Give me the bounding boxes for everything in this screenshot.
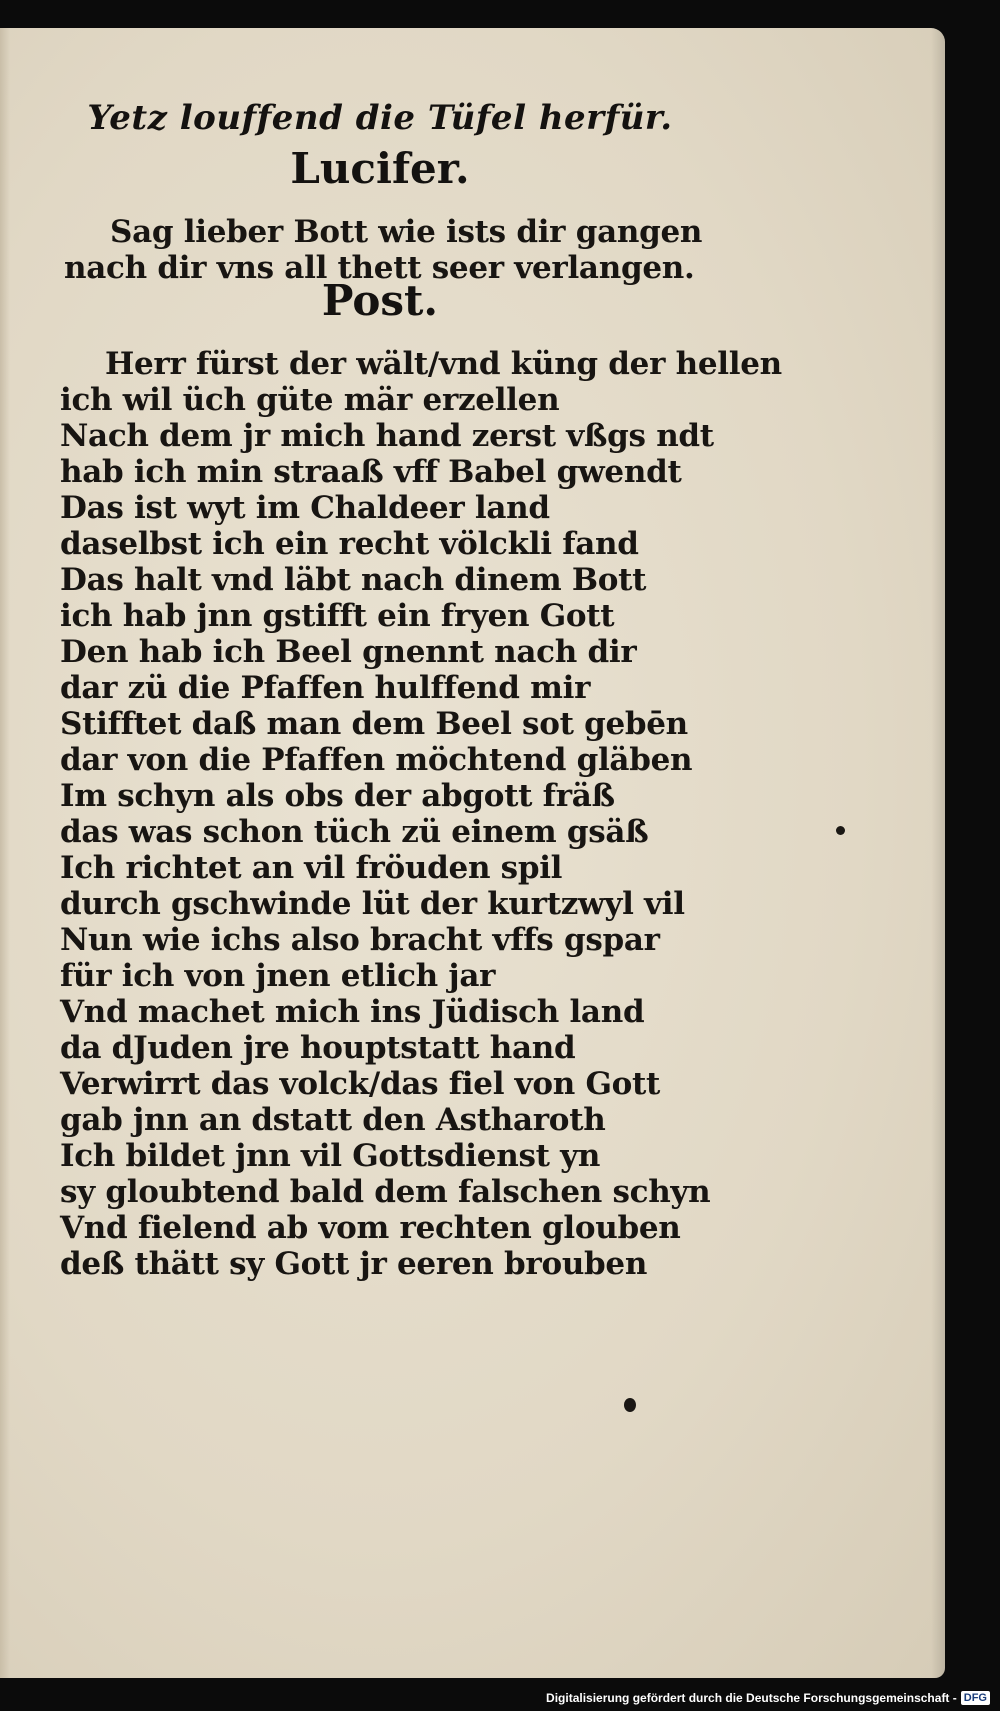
- verse-line: Den hab ich Beel gnennt nach dir: [60, 634, 637, 670]
- ink-spot: [624, 1398, 636, 1412]
- verse-line: Stifftet daß man dem Beel sot gebēn: [60, 706, 688, 742]
- verse-line: hab ich min straaß vff Babel gwendt: [60, 454, 682, 490]
- stage-direction-heading: Yetz louffend die Tüfel herfür.: [87, 98, 673, 138]
- verse-line: für ich von jnen etlich jar: [60, 958, 496, 994]
- book-page: [0, 28, 945, 1678]
- verse-line: Ich richtet an vil fröuden spil: [60, 850, 563, 886]
- verse-line: Nach dem jr mich hand zerst vßgs ndt: [60, 418, 714, 454]
- verse-line: Vnd machet mich ins Jüdisch land: [60, 994, 645, 1030]
- verse-line: Vnd fielend ab vom rechten glouben: [60, 1210, 681, 1246]
- verse-line: dar zü die Pfaffen hulffend mir: [60, 670, 591, 706]
- verse-line: da dJuden jre houptstatt hand: [60, 1030, 576, 1066]
- verse-line: Herr fürst der wält/vnd küng der hellen: [105, 346, 782, 382]
- verse-line: dar von die Pfaffen möchtend gläben: [60, 742, 693, 778]
- verse-line: sy gloubtend bald dem falschen schyn: [60, 1174, 711, 1210]
- verse-line: deß thätt sy Gott jr eeren brouben: [60, 1246, 648, 1282]
- verse-line: Im schyn als obs der abgott fräß: [60, 778, 615, 814]
- verse-line: Nun wie ichs also bracht vffs gspar: [60, 922, 660, 958]
- credit-text: Digitalisierung gefördert durch die Deutsche Forschungsgemeinschaft -: [546, 1691, 957, 1705]
- dfg-logo-icon: DFG: [961, 1691, 990, 1705]
- ink-spot: [836, 826, 845, 835]
- digitization-credit: [546, 1691, 990, 1705]
- verse-line: Ich bildet jnn vil Gottsdienst yn: [60, 1138, 601, 1174]
- verse-line: das was schon tüch zü einem gsäß: [60, 814, 649, 850]
- verse-line: ich hab jnn gstifft ein fryen Gott: [60, 598, 615, 634]
- speaker-heading-post: Post.: [321, 276, 439, 325]
- verse-line: Sag lieber Bott wie ists dir gangen: [110, 214, 703, 250]
- verse-line: Das halt vnd läbt nach dinem Bott: [60, 562, 647, 598]
- verse-line: Verwirrt das volck/das fiel von Gott: [60, 1066, 661, 1102]
- verse-line: daselbst ich ein recht völckli fand: [60, 526, 639, 562]
- verse-line: nach dir vns all thett seer verlangen.: [64, 250, 695, 286]
- verse-line: Das ist wyt im Chaldeer land: [60, 490, 550, 526]
- verse-line: durch gschwinde lüt der kurtzwyl vil: [60, 886, 685, 922]
- verse-line: ich wil üch güte mär erzellen: [60, 382, 560, 418]
- verse-line: gab jnn an dstatt den Astharoth: [60, 1102, 606, 1138]
- speaker-heading-lucifer: Lucifer.: [290, 144, 470, 193]
